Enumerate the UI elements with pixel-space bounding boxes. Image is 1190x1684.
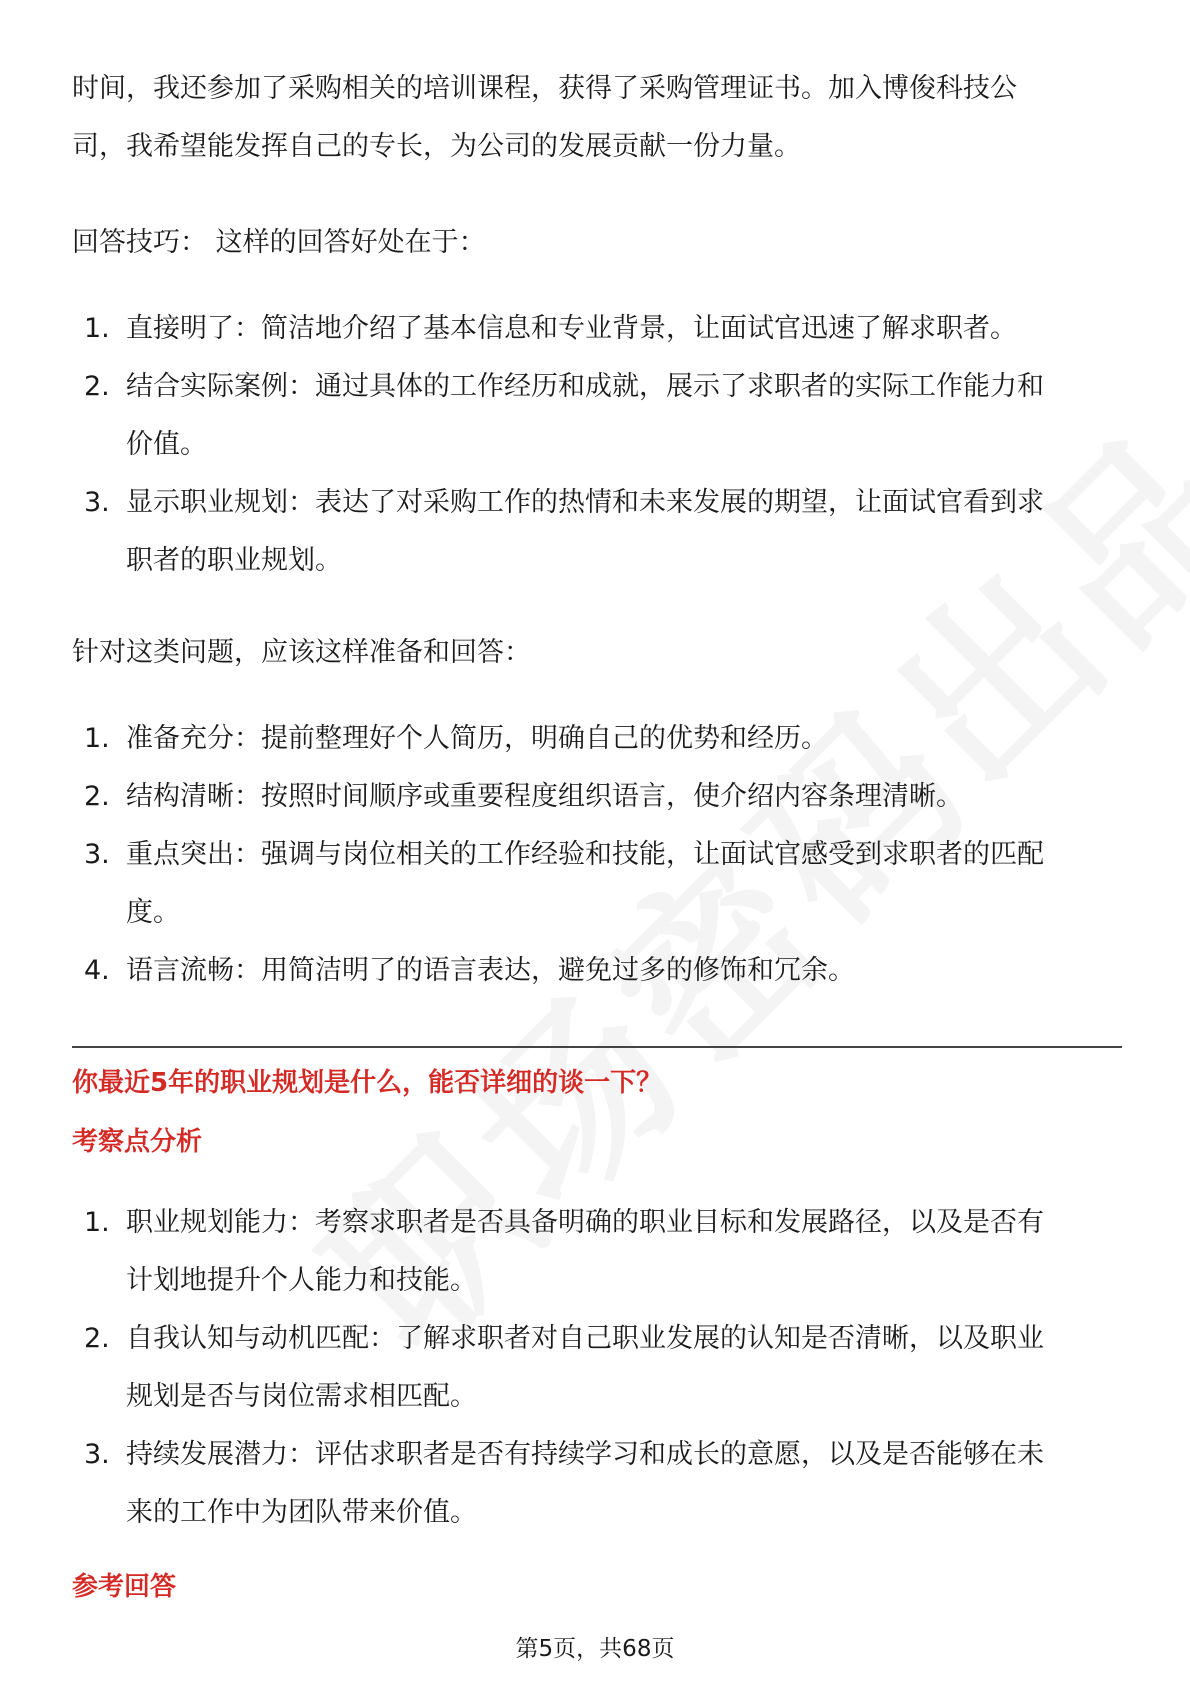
list-item	[72, 710, 1122, 768]
list-item	[72, 768, 1122, 826]
list-item-text: 自我认知与动机匹配：了解求职者对自己职业发展的认知是否清晰，以及职业	[126, 1323, 1044, 1354]
list-item-text-cont: 价值。	[126, 429, 207, 460]
analysis-list	[72, 1194, 1122, 1542]
page-footer: 第5页，共68页	[515, 1636, 675, 1662]
analysis-heading: 考察点分析	[72, 1127, 203, 1157]
intro-paragraph	[72, 60, 1122, 176]
section-divider	[72, 1046, 1122, 1048]
list-item-text: 准备充分：提前整理好个人简历，明确自己的优势和经历。	[126, 723, 828, 754]
list-number: 1.	[84, 313, 110, 344]
question-heading: 你最近5年的职业规划是什么，能否详细的谈一下？	[72, 1068, 663, 1098]
list-item	[72, 1310, 1122, 1426]
list-item-text: 结构清晰：按照时间顺序或重要程度组织语言，使介绍内容条理清晰。	[126, 781, 963, 812]
list-item-text-cont: 计划地提升个人能力和技能。	[126, 1265, 477, 1296]
list-number: 3.	[84, 487, 110, 518]
list-item	[72, 358, 1122, 474]
list-item-text: 重点突出：强调与岗位相关的工作经验和技能，让面试官感受到求职者的匹配	[126, 839, 1044, 870]
list-item-text-cont: 度。	[126, 897, 180, 928]
list-item	[72, 300, 1122, 358]
intro-line-1: 时间，我还参加了采购相关的培训课程，获得了采购管理证书。加入博俊科技公	[72, 73, 1017, 104]
tips-list	[72, 300, 1122, 590]
prep-heading: 针对这类问题，应该这样准备和回答：	[72, 637, 531, 668]
list-item-text: 结合实际案例：通过具体的工作经历和成就，展示了求职者的实际工作能力和	[126, 371, 1044, 402]
list-item-text: 持续发展潜力：评估求职者是否有持续学习和成长的意愿，以及是否能够在未	[126, 1439, 1044, 1470]
list-item	[72, 942, 1122, 1000]
list-number: 2.	[84, 371, 110, 402]
list-item-text-cont: 规划是否与岗位需求相匹配。	[126, 1381, 477, 1412]
list-number: 2.	[84, 1323, 110, 1354]
list-item	[72, 826, 1122, 942]
intro-line-2: 司，我希望能发挥自己的专长，为公司的发展贡献一份力量。	[72, 131, 801, 162]
list-item	[72, 474, 1122, 590]
list-number: 2.	[84, 781, 110, 812]
list-item-text: 职业规划能力：考察求职者是否具备明确的职业目标和发展路径，以及是否有	[126, 1207, 1044, 1238]
list-number: 1.	[84, 1207, 110, 1238]
tips-heading: 回答技巧： 这样的回答好处在于：	[72, 227, 486, 258]
list-item-text-cont: 来的工作中为团队带来价值。	[126, 1497, 477, 1528]
list-item-text: 显示职业规划：表达了对采购工作的热情和未来发展的期望，让面试官看到求	[126, 487, 1044, 518]
list-number: 3.	[84, 1439, 110, 1470]
reference-answer-heading: 参考回答	[72, 1572, 177, 1602]
list-item-text: 直接明了：简洁地介绍了基本信息和专业背景，让面试官迅速了解求职者。	[126, 313, 1017, 344]
list-item	[72, 1426, 1122, 1542]
list-item-text: 语言流畅：用简洁明了的语言表达，避免过多的修饰和冗余。	[126, 955, 855, 986]
list-item-text-cont: 职者的职业规划。	[126, 545, 342, 576]
list-number: 4.	[84, 955, 110, 986]
list-number: 3.	[84, 839, 110, 870]
prep-list	[72, 710, 1122, 1000]
list-number: 1.	[84, 723, 110, 754]
list-item	[72, 1194, 1122, 1310]
